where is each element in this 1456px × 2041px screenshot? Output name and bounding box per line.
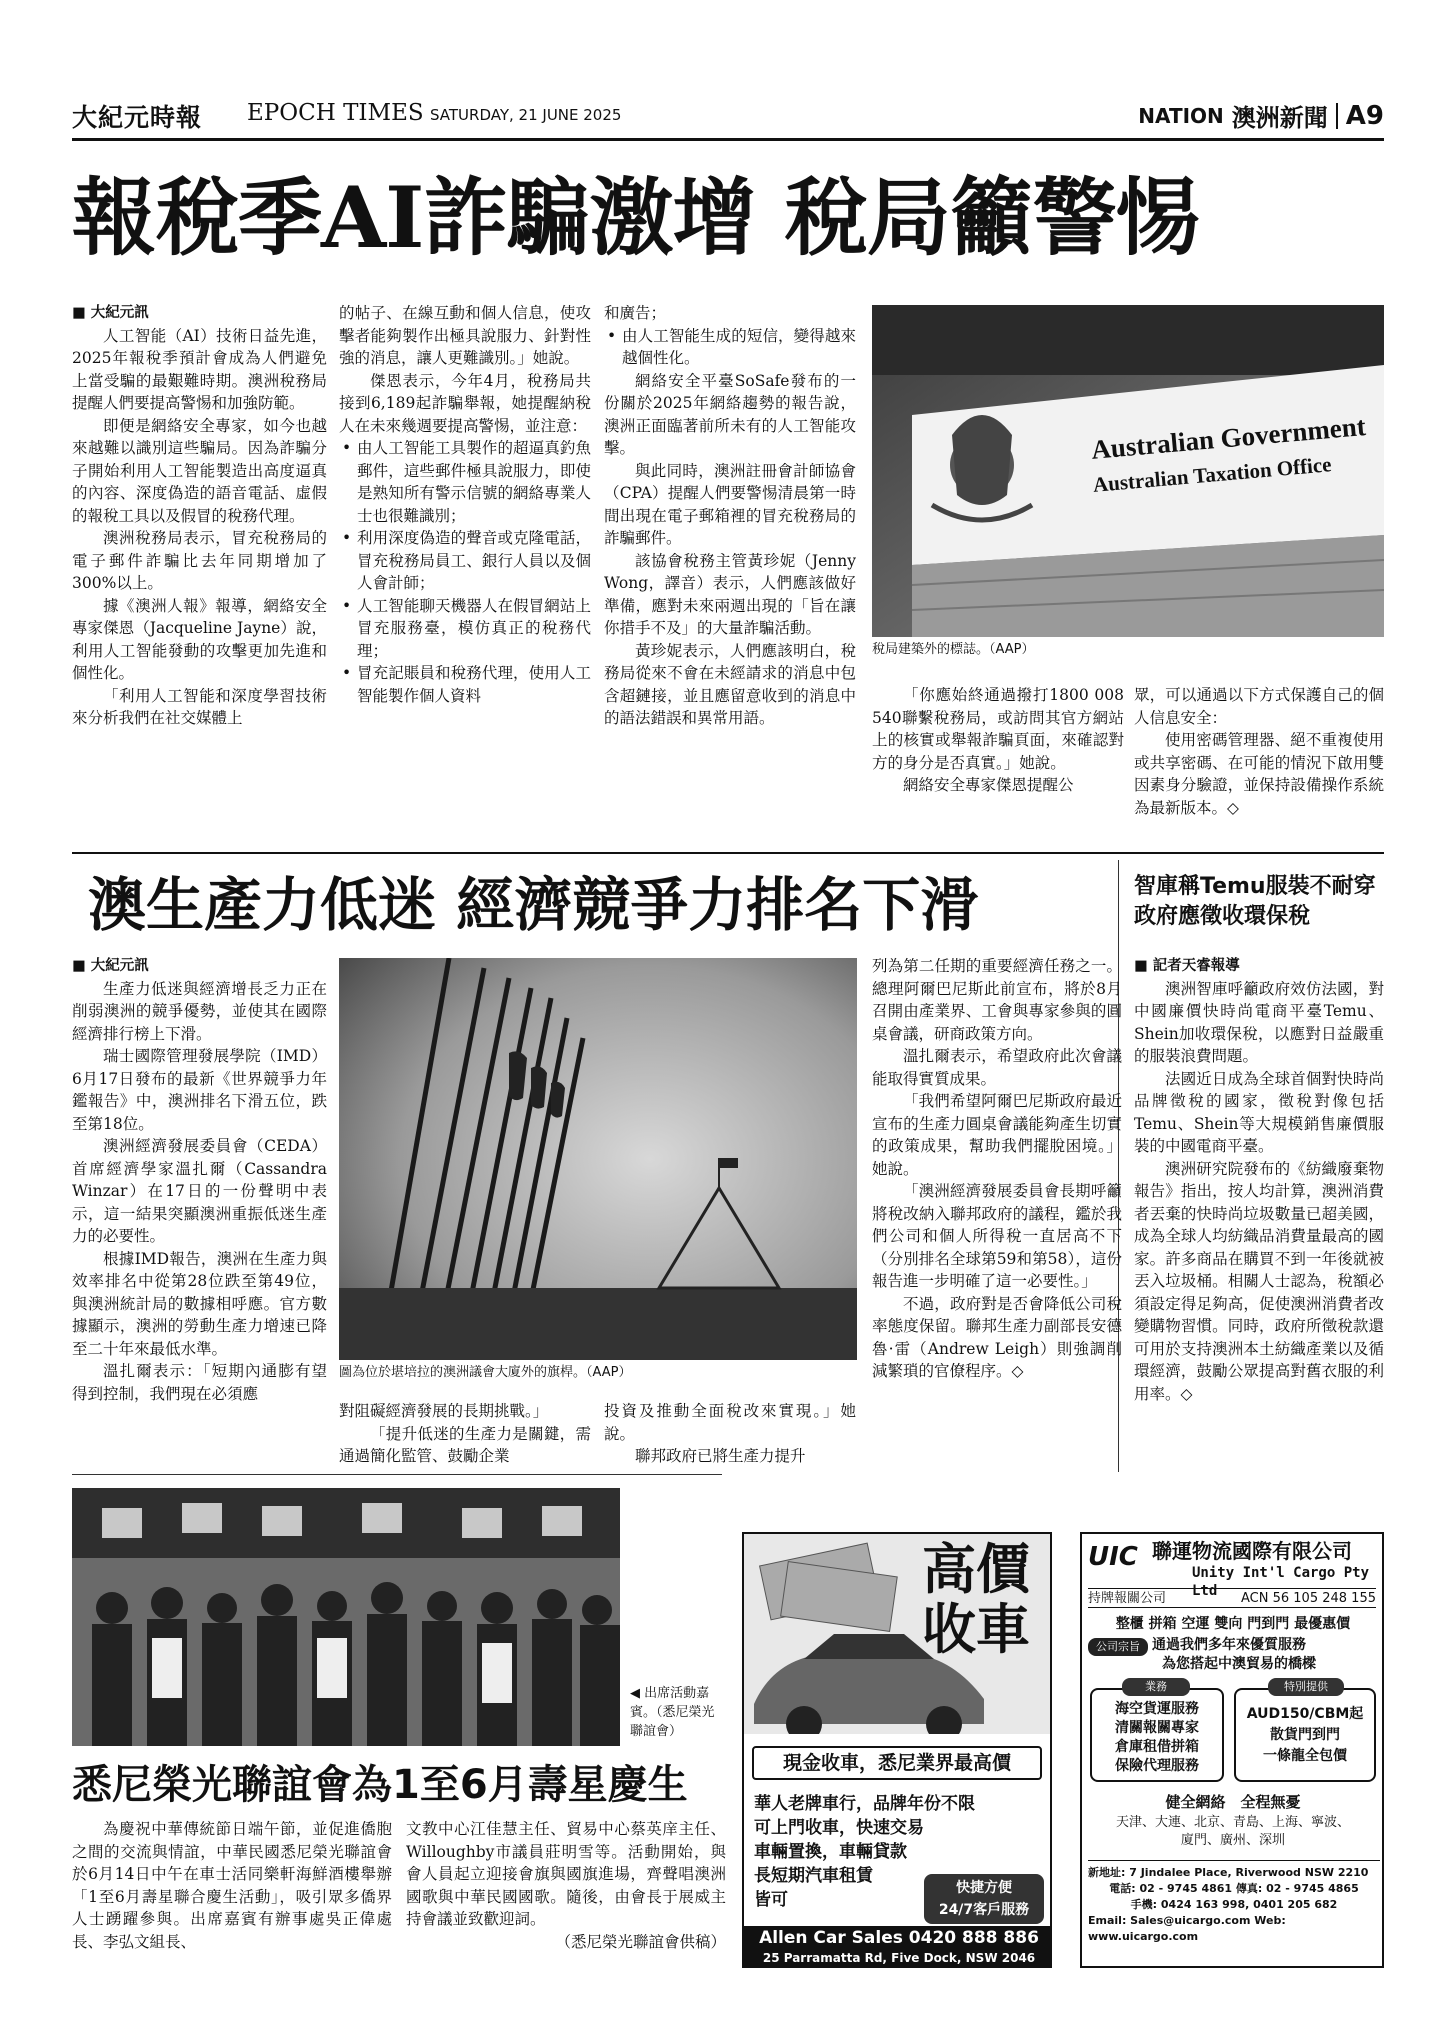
cargo-box-line: 清關報關專家: [1115, 1720, 1199, 1736]
cargo-services: 整櫃 拼箱 空運 雙向 門到門 最優惠價: [1115, 1616, 1351, 1632]
paragraph: 澳洲經濟發展委員會（CEDA）首席經濟學家溫扎爾（Cassandra Winzar）在17日的一份聲明中表示，這一結果突顯澳洲重振低迷生產力的必要性。: [72, 1137, 327, 1245]
car-ad-name-phone: Allen Car Sales 0420 888 886: [759, 1928, 1039, 1948]
paragraph: 不過，政府對是否會降低公司稅率態度保留。聯邦生產力副部長安德魯·雷（Andrew Leigh）則強調削減繁瑣的官僚程序。◇: [872, 1294, 1122, 1380]
group-photo-caption: ◀ 出席活動嘉賓。（悉尼榮光聯誼會）: [630, 1686, 715, 1739]
paragraph: 根據IMD報告，澳洲在生產力與效率排名中從第28位跌至第49位，與澳洲統計局的數據相呼應。官方數據顯示，澳洲的勞動生產力增速已降至二十年來最低水準。: [72, 1249, 327, 1358]
car-ad-badge-line1: 快捷方便: [956, 1880, 1012, 1896]
paragraph: 澳洲研究院發布的《紡織廢棄物報告》指出，按人均計算，澳洲消費者丟棄的快時尚垃圾數量已超美國，成為全球人均紡織品消費量最高的國家。許多商品在購買不到一年後就被丟入垃圾桶。相關人士認為，稅額必須設定得足夠高，促使澳洲消費者改變購物習慣。同時，政府所徵稅款還可用於支持澳洲本土紡織產業以及循環經濟，鼓勵公眾提高對舊衣服的利用率。◇: [1134, 1159, 1384, 1403]
section-name: NATION: [1138, 103, 1224, 128]
cargo-licensed: 持牌報關公司: [1088, 1591, 1167, 1606]
paragraph: 與此同時，澳洲註冊會計師協會（CPA）提醒人們要警惕清晨第一時間出現在電子郵箱裡的冒充稅務局的詐騙郵件。: [604, 461, 856, 547]
story1-headline: 報稅季AI詐騙激增 稅局籲警惕: [72, 168, 1199, 267]
cargo-box-special: [1234, 1688, 1376, 1782]
paragraph: 使用密碼管理器、絕不重複使用或共享密碼、在可能的情況下啟用雙因素身分驗證，並保持設備操作系統為最新版本。◇: [1134, 731, 1384, 817]
cargo-mission-tag: 公司宗旨: [1088, 1638, 1148, 1656]
car-ad-line: 車輛置換，車輛貸款: [754, 1842, 907, 1862]
story4-col1: [72, 1818, 392, 1978]
car-ad-banner: 現金收車，悉尼業界最高價: [752, 1746, 1042, 1780]
story-divider: [72, 852, 1384, 854]
cargo-box-business-tag: 業務: [1122, 1678, 1190, 1696]
ato-photo-caption: 稅局建築外的標誌。（AAP）: [872, 642, 1035, 657]
paragraph: 人工智能（AI）技術日益先進，2025年報稅季預計會成為人們避免上當受騙的最艱難時期。澳洲稅務局提醒人們要提高警惕和加強防範。: [72, 326, 327, 412]
paragraph: 文教中心江佳慧主任、貿易中心蔡英庠主任、Willoughby市議員莊明雪等。活動開始，與會人員起立迎接會旗與國旗進場，齊聲唱澳洲國歌與中華民國國歌。隨後，由會長于展威主持會議並致歡迎詞。: [406, 1820, 726, 1928]
cargo-ad: [1080, 1532, 1384, 1968]
cargo-cities-2: 廈門、廣州、深圳: [1180, 1833, 1285, 1848]
car-sales-ad: [742, 1532, 1052, 1968]
paragraph: 生產力低迷與經濟增長乏力正在削弱澳洲的競爭優勢，並使其在國際經濟排行榜上下滑。: [72, 979, 327, 1043]
story4-col2: [406, 1818, 726, 1978]
page-number: A9: [1345, 100, 1384, 131]
list-item: • 人工智能聊天機器人在假冒網站上冒充服務臺，模仿真正的稅務代理；: [357, 595, 591, 663]
flagpoles-caption: 圖為位於堪培拉的澳洲議會大廈外的旗桿。（AAP）: [339, 1365, 632, 1380]
cargo-box-business: [1090, 1688, 1224, 1782]
cargo-mobile: 手機: 0424 163 998, 0401 205 682: [1130, 1898, 1338, 1911]
cargo-email: Email: Sales@uicargo.com Web: www.uicargo.com: [1088, 1914, 1286, 1943]
paragraph: 「澳洲經濟發展委員會長期呼籲將稅改納入聯邦政府的議程，鑑於我們公司和個人所得稅一直居高不下（分別排名全球第59和第58），這份報告進一步明確了這一必要性。」: [872, 1182, 1122, 1290]
cargo-box-line: 散貨門到門: [1270, 1727, 1340, 1743]
cargo-mission-1: 通過我們多年來優質服務: [1152, 1637, 1306, 1653]
paragraph: 的帖子、在線互動和個人信息，使攻擊者能夠製作出極具說服力、針對性強的消息，讓人更難識別。」她說。: [339, 304, 591, 367]
section-label: [1138, 98, 1384, 133]
cargo-box-special-tag: 特別提供: [1268, 1678, 1344, 1696]
car-ad-title-2: 收車: [922, 1598, 1030, 1661]
masthead: [72, 96, 1384, 136]
story3-byline: ■ 記者天睿報導: [1134, 955, 1384, 978]
cargo-box-line: 倉庫租借拼箱: [1115, 1739, 1199, 1755]
story1-col5: [1134, 684, 1384, 844]
car-ad-footer: [744, 1926, 1052, 1968]
paragraph: 瑞士國際管理發展學院（IMD）6月17日發布的最新《世界競爭力年鑑報告》中，澳洲排名下滑五位，跌至第18位。: [72, 1047, 327, 1133]
paragraph: 據《澳洲人報》報導，網絡安全專家傑恩（Jacqueline Jayne）說，利用人工智能發動的攻擊更加先進和個性化。: [72, 596, 327, 682]
masthead-date: SATURDAY, 21 JUNE 2025: [430, 106, 622, 124]
paragraph: 投資及推動全面稅改來實現。」她說。: [604, 1402, 856, 1443]
paragraph: 眾，可以通過以下方式保護自己的個人信息安全：: [1134, 686, 1384, 727]
photo-credit: （悉尼榮光聯誼會供稿）: [555, 1932, 726, 1951]
story3-col: [1134, 955, 1384, 1465]
paragraph: 傑恩表示，今年4月，稅務局共接到6,189起詐騙舉報，她提醒納稅人在未來幾週要提高警惕，並注意：: [339, 371, 591, 435]
section-name-zh: 澳洲新聞: [1231, 104, 1328, 132]
story4-headline: 悉尼榮光聯誼會為1至6月壽星慶生: [72, 1762, 688, 1808]
story1-col2: [339, 302, 591, 842]
cargo-phone: 電話: 02 - 9745 4861 傳真: 02 - 9745 4865: [1109, 1882, 1359, 1895]
paragraph: 澳洲稅務局表示，冒充稅務局的電子郵件詐騙比去年同期增加了300%以上。: [72, 529, 327, 592]
story1-byline: ■ 大紀元訊: [72, 302, 327, 325]
car-ad-line: 皆可: [754, 1890, 788, 1910]
paragraph: 法國近日成為全球首個對快時尚品牌徵稅的國家，徵稅對像包括Temu、Shein等大規模銷售廉價服裝的中國電商平臺。: [1134, 1069, 1384, 1155]
paragraph: 「提升低迷的生產力是關鍵，需通過簡化監管、鼓勵企業: [339, 1424, 591, 1464]
car-ad-title-1: 高價: [922, 1538, 1030, 1601]
paragraph: 「我們希望阿爾巴尼斯政府最近宣布的生產力圓桌會議能夠產生切實的政策成果，幫助我們擺脫困境。」她說。: [872, 1092, 1122, 1178]
group-photo: [72, 1488, 620, 1746]
section-divider: [1336, 103, 1338, 129]
story3-headline: 智庫稱Temu服裝不耐穿 政府應徵收環保稅: [1134, 874, 1376, 929]
warning-list-cont: [604, 325, 856, 370]
paragraph: 即便是網絡安全專家，如今也越來越難以識別這些騙局。因為詐騙分子開始利用人工智能製造出高度逼真的內容、深度偽造的語音電話、虛假的報稅工具以及假冒的稅務代理。: [72, 416, 327, 525]
cargo-name-zh: 聯運物流國際有限公司: [1152, 1539, 1352, 1563]
paragraph: 澳洲智庫呼籲政府效仿法國，對中國廉價快時尚電商平臺Temu、Shein加收環保稅，以應對日益嚴重的服裝浪費問題。: [1134, 979, 1384, 1065]
warning-list: [339, 437, 591, 707]
cargo-mission-2: 為您搭起中澳貿易的橋樑: [1162, 1656, 1316, 1672]
cargo-contact: [1088, 1860, 1380, 1945]
cargo-box-line: 一條龍全包價: [1263, 1748, 1347, 1764]
list-item: • 利用深度偽造的聲音或克隆電話，冒充稅務局員工、銀行人員以及個人會計師；: [357, 527, 591, 595]
cargo-logo: UIC: [1088, 1542, 1138, 1572]
paragraph: 聯邦政府已將生產力提升: [635, 1447, 806, 1464]
story2-col3: [604, 1400, 856, 1464]
story1-col3: [604, 302, 856, 842]
cargo-box-line: 海空貨運服務: [1115, 1701, 1199, 1717]
story1-col1: [72, 302, 327, 842]
car-ad-address: 25 Parramatta Rd, Five Dock, NSW 2046: [762, 1951, 1036, 1965]
paragraph: 網絡安全平臺SoSafe發布的一份關於2025年網絡趨勢的報告說，澳洲正面臨著前所未有的人工智能攻擊。: [604, 371, 856, 457]
ato-sign-photo: [872, 305, 1384, 637]
masthead-rule: [72, 138, 1384, 141]
ato-sign-line2: Australian Taxation Office: [1092, 452, 1333, 497]
group-photo-drawing: [72, 1488, 620, 1746]
cargo-license-row: [1088, 1588, 1376, 1608]
cargo-address: 新地址: 7 Jindalee Place, Riverwood NSW 2210: [1088, 1866, 1369, 1879]
cargo-name-en: Unity Int'l Cargo Pty Ltd: [1192, 1565, 1370, 1599]
story1-col4: [872, 684, 1124, 844]
cargo-box-line: 保險代理服務: [1115, 1758, 1199, 1774]
paragraph: 溫扎爾表示：「短期內通膨有望得到控制，我們現在必須應: [72, 1362, 327, 1403]
list-item: • 冒充記賬員和稅務代理，使用人工智能製作個人資料: [357, 662, 591, 707]
story2-headline: 澳生產力低迷 經濟競爭力排名下滑: [88, 871, 979, 939]
paragraph: 「你應始終通過撥打1800 008 540聯繫稅務局，或訪問其官方網站上的核實或舉報詐騙頁面，來確認對方的身分是否真實。」她說。: [872, 686, 1124, 772]
ato-sign-line1: Australian Government: [1090, 411, 1367, 465]
paragraph: 列為第二任期的重要經濟任務之一。總理阿爾巴尼斯此前宣布，將於8月召開由產業界、工會與專家參與的圓桌會議，研商政策方向。: [872, 957, 1122, 1043]
masthead-english: EPOCH TIMES: [247, 100, 424, 126]
car-ad-badge-line2: 24/7客戶服務: [938, 1902, 1030, 1918]
car-ad-line: 華人老牌車行，品牌年份不限: [754, 1794, 975, 1814]
cargo-acn: ACN 56 105 248 155: [1241, 1591, 1376, 1606]
story2-col4: [872, 955, 1122, 1465]
paragraph: 和廣告；: [604, 304, 667, 322]
cargo-network: 健全網絡 全程無憂: [1165, 1793, 1301, 1811]
masthead-logo: 大紀元時報: [72, 103, 203, 132]
paragraph: 網絡安全專家傑恩提醒公: [903, 776, 1074, 794]
paragraph: 該協會稅務主管黃珍妮（Jenny Wong，譯音）表示，人們應該做好準備，應對未來兩週出現的「旨在讓你措手不及」的大量詐騙活動。: [604, 551, 856, 637]
paragraph: 為慶祝中華傳統節日端午節，並促進僑胞之間的交流與情誼，中華民國悉尼榮光聯誼會於6月14日中午在車士活同樂軒海鮮酒樓舉辦「1至6月壽星聯合慶生活動」，吸引眾多僑界人士踴躍參與。出席嘉賓有辦事處吳正偉處長、李弘文組長、: [72, 1820, 392, 1951]
paragraph: 溫扎爾表示，希望政府此次會議能取得實質成果。: [872, 1047, 1122, 1088]
flagpoles-photo-drawing: [339, 958, 857, 1360]
cargo-cities-1: 天津、大連、北京、青島、上海、寧波、: [1115, 1815, 1350, 1830]
paragraph: 對阻礙經濟發展的長期挑戰。」: [339, 1402, 549, 1420]
story2-col1: [72, 955, 327, 1460]
story2-byline: ■ 大紀元訊: [72, 955, 327, 978]
car-ad-line: 可上門收車，快速交易: [754, 1818, 924, 1838]
story2-col2: [339, 1400, 591, 1464]
car-ad-line: 長短期汽車租賃: [754, 1866, 873, 1886]
paragraph: 黃珍妮表示，人們應該明白，稅務局從來不會在未經請求的消息中包含超鏈接，並且應留意收到的消息中的語法錯誤和異常用語。: [604, 641, 856, 727]
story-divider: [72, 1474, 722, 1475]
list-item: • 由人工智能工具製作的超逼真釣魚郵件，這些郵件極具說服力，即使是熟知所有警示信號的網絡專業人士也很難識別；: [357, 437, 591, 527]
paragraph: 「利用人工智能和深度學習技術來分析我們在社交媒體上: [72, 686, 327, 727]
car-ad-badge: [924, 1874, 1044, 1924]
cargo-box-line: AUD150/CBM起: [1246, 1706, 1364, 1722]
flagpoles-photo: [339, 958, 857, 1360]
list-item: • 由人工智能生成的短信，變得越來越個性化。: [622, 325, 856, 370]
